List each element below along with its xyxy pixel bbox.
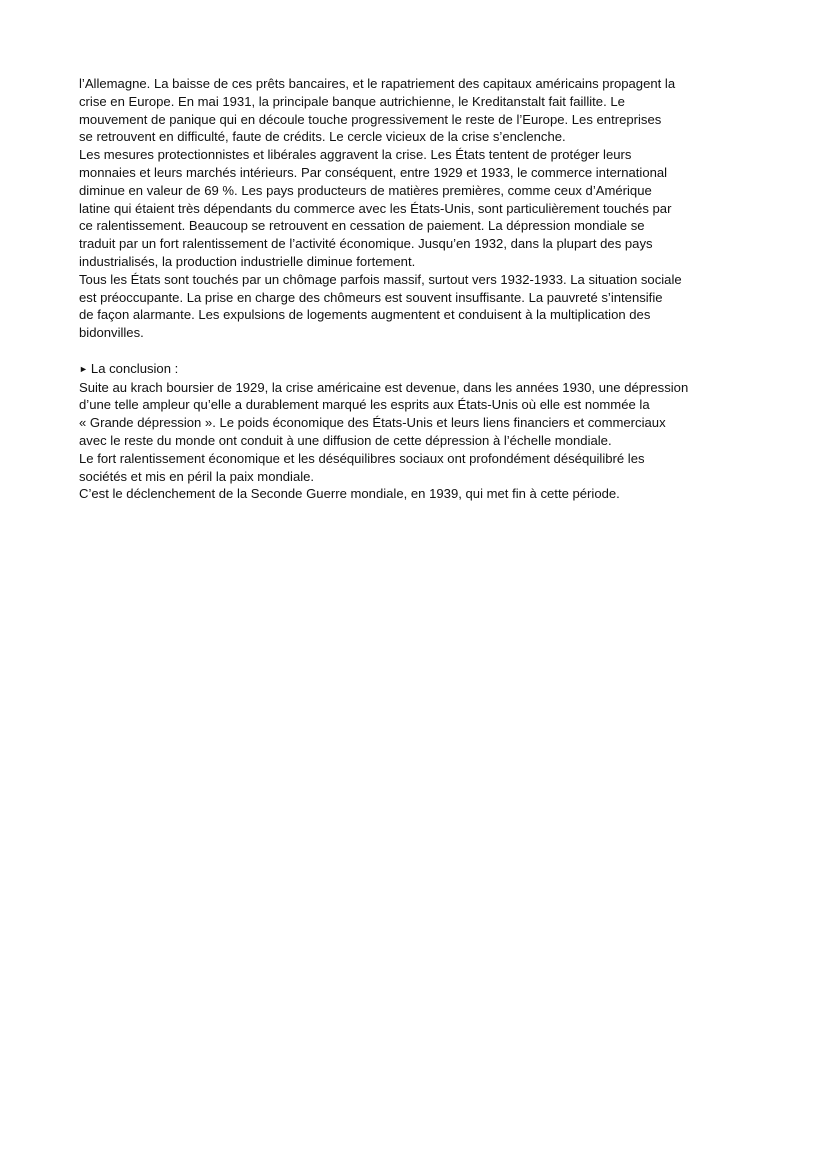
- text-line: ce ralentissement. Beaucoup se retrouvent en cessation de paiement. La dépression mondiale se: [79, 218, 645, 234]
- text-line: bidonvilles.: [79, 325, 144, 341]
- text-line: crise en Europe. En mai 1931, la principale banque autrichienne, le Kreditanstalt fait faillite. Le: [79, 93, 625, 109]
- text-line: Tous les États sont touchés par un chômage parfois massif, surtout vers 1932-1933. La situation sociale: [79, 271, 682, 287]
- text-line: latine qui étaient très dépendants du commerce avec les États-Unis, sont particulièrement touchés par: [79, 200, 672, 216]
- text-line: mouvement de panique qui en découle touche progressivement le reste de l’Europe. Les entreprises: [79, 111, 662, 127]
- paragraph-conclusion-ww2: [79, 485, 729, 503]
- text-line: Le fort ralentissement économique et les déséquilibres sociaux ont profondément déséquilibré les: [79, 450, 645, 466]
- text-line: est préoccupante. La prise en charge des chômeurs est souvent insuffisante. La pauvreté s’intensifie: [79, 289, 663, 305]
- text-line: industrialisés, la production industrielle diminue fortement.: [79, 253, 416, 269]
- conclusion-section: [79, 360, 729, 503]
- text-line: Les mesures protectionnistes et libérales aggravent la crise. Les États tentent de protéger leurs: [79, 147, 632, 163]
- paragraph-crisis-spread: [79, 75, 729, 146]
- text-line: d’une telle ampleur qu’elle a durablement marqué les esprits aux États-Unis où elle est nommée la: [79, 397, 650, 413]
- text-line: Suite au krach boursier de 1929, la crise américaine est devenue, dans les années 1930, une dépression: [79, 379, 689, 395]
- paragraph-conclusion-imbalances: [79, 450, 729, 486]
- triangle-bullet-icon: ►: [79, 363, 88, 374]
- paragraph-protectionism: [79, 146, 729, 271]
- blank-line: [79, 342, 729, 360]
- conclusion-heading-label: La conclusion :: [90, 360, 179, 376]
- conclusion-heading: [79, 360, 729, 379]
- document-page: [79, 75, 729, 503]
- text-line: se retrouvent en difficulté, faute de crédits. Le cercle vicieux de la crise s’enclenche.: [79, 129, 566, 145]
- paragraph-conclusion-great-depression: [79, 379, 729, 450]
- text-line: monnaies et leurs marchés intérieurs. Par conséquent, entre 1929 et 1933, le commerce international: [79, 164, 668, 180]
- text-line: sociétés et mis en péril la paix mondiale.: [79, 468, 315, 484]
- text-line: de façon alarmante. Les expulsions de logements augmentent et conduisent à la multiplication des: [79, 307, 651, 323]
- text-line: diminue en valeur de 69 %. Les pays producteurs de matières premières, comme ceux d’Amérique: [79, 182, 652, 198]
- text-line: l’Allemagne. La baisse de ces prêts bancaires, et le rapatriement des capitaux américains propagent la: [79, 76, 676, 91]
- text-line: traduit par un fort ralentissement de l’activité économique. Jusqu’en 1932, dans la plupart des pays: [79, 236, 653, 252]
- text-line: C’est le déclenchement de la Seconde Guerre mondiale, en 1939, qui met fin à cette période.: [79, 486, 620, 502]
- paragraph-unemployment: [79, 271, 729, 342]
- text-line: « Grande dépression ». Le poids économique des États-Unis et leurs liens financiers et commerciaux: [79, 415, 666, 431]
- text-line: avec le reste du monde ont conduit à une diffusion de cette dépression à l’échelle mondiale.: [79, 432, 612, 448]
